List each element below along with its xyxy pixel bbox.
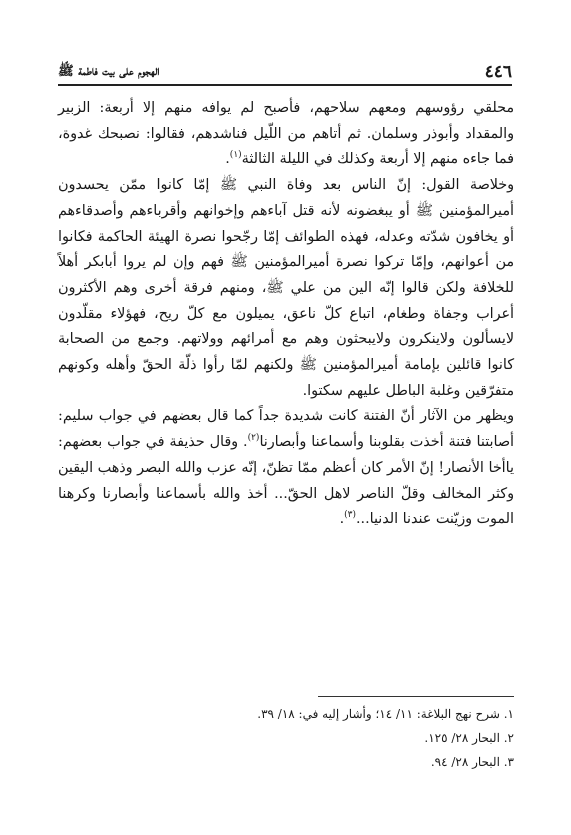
footnote-1: ١. شرح نهج البلاغة: ١١/ ١٤؛ وأشار إليه في: ١٨/ ٣٩.: [257, 707, 514, 721]
footnote-ref-2[interactable]: (٢): [247, 433, 260, 444]
body-text: [58, 96, 514, 533]
footnote-ref-3[interactable]: (٣): [344, 510, 356, 521]
footnote-rule: [318, 696, 514, 697]
header-rule: [58, 84, 512, 86]
page-header: [58, 60, 512, 86]
paragraph-2: وخلاصة القول: إنّ الناس بعد وفاة النبي ﷺ إمّا كانوا ممّن يحسدون أميرالمؤمنين ﷺ أو يبغضونه لأنه قتل آباءهم وإخوانهم وأقرباءهم وأصدقاءهم أو يخافون شدّته وعدله، فهذه الطوائف إمّا رجّحوا نصرة الهيئة الحاكمة فكانوا من أعوانهم، وإمّا تركوا نصرة أميرالمؤمنين ﷺ فهم وإن لم يروا أبابكر أهلاً للخلافة ولكن قالوا إنّه الين من علي ﷺ، ومنهم فرقة أخرى وهم الأكثرون أعراب وجفاة وطغام، اتباع كلّ ناعق، يميلون مع كلّ ريح، فهؤلاء مقلّدون لايسألون ولاينكرون ولايبحثون وهم مع أمرائهم وولاتهم. وجمع من الصحابة كانوا قائلين بإمامة أميرالمؤمنين ﷺ ولكنهم لمّا رأوا ذلّة الحقّ وأهله وكونهم متفرّقين وغلبة الباطل عليهم سكتوا.: [58, 177, 514, 399]
footnote-3: ٣. البحار ٢٨/ ٩٤.: [430, 755, 514, 769]
footnotes: [58, 702, 514, 774]
paragraph-3-continuation: . وقال حذيفة في جواب بعضهم: ياأخا الأنصار! إنّ الأمر كان أعظم ممّا تظنّ، إنّه عزب والله البصر وذهب اليقين وكثر المخالف وقلّ الناصر لاهل الحقّ... أخذ والله بأسماعنا وأبصارنا وكرهنا الموت وزيّنت عندنا الدنيا...: [58, 434, 514, 528]
footnote-ref-1[interactable]: (١): [229, 150, 242, 161]
paragraph-1: [58, 96, 514, 173]
paragraph-3-text: ويظهر من الآثار أنّ الفتنة كانت شديدة جداً كما قال بعضهم في جواب سليم: أصابتنا فتنة أخذت بقلوبنا وأسماعنا وأبصارنا: [58, 408, 514, 451]
paragraph-3: [58, 404, 514, 533]
paragraph-1-text: محلقي رؤوسهم ومعهم سلاحهم، فأصبح لم يوافه منهم إلا أربعة: الزبير والمقداد وأبوذر وسلمان. ثم أتاهم من اللّيل فناشدهم، فقالوا: نصبحك غدوة، فما جاءه منهم إلا أربعة وكذلك في الليلة الثالثة: [58, 100, 514, 168]
paragraph-1-end: .: [225, 151, 230, 168]
page-number: ٤٤٦: [484, 62, 512, 82]
running-title: الهجوم على بيت فاطمة ﷺ: [58, 64, 160, 79]
footnote-2: ٢. البحار ٢٨/ ١٢٥.: [424, 731, 514, 745]
paragraph-3-end: .: [339, 511, 345, 528]
